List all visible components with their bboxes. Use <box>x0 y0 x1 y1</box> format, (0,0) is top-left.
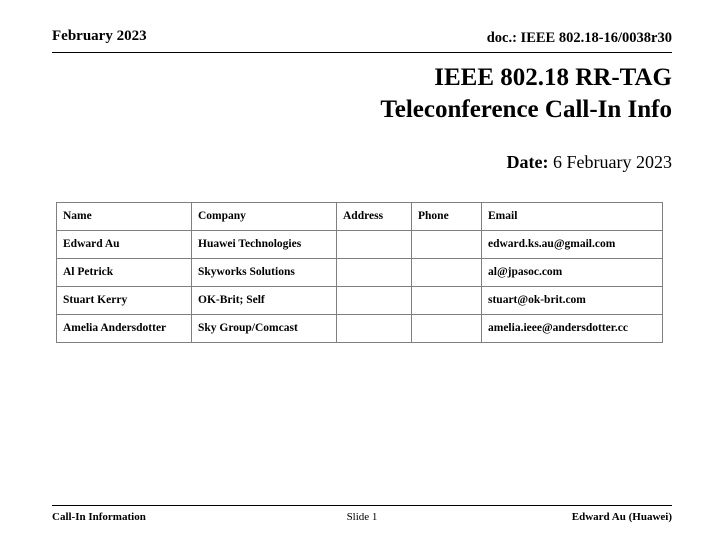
column-header-company: Company <box>192 203 337 231</box>
cell-name: Edward Au <box>57 231 192 259</box>
slide-header <box>52 28 672 54</box>
date-value: 6 February 2023 <box>553 152 672 172</box>
cell-address <box>337 231 412 259</box>
call-in-table-wrapper <box>56 202 664 343</box>
cell-company: Huawei Technologies <box>192 231 337 259</box>
table-row <box>57 259 663 287</box>
header-divider <box>52 52 672 53</box>
cell-company: OK-Brit; Self <box>192 287 337 315</box>
date-label: Date: <box>506 152 549 172</box>
cell-address <box>337 315 412 343</box>
cell-email: stuart@ok-brit.com <box>482 287 663 315</box>
table-row <box>57 315 663 343</box>
page-title-line2: Teleconference Call-In Info <box>380 96 672 123</box>
cell-company: Skyworks Solutions <box>192 259 337 287</box>
call-in-table <box>56 202 663 343</box>
cell-company: Sky Group/Comcast <box>192 315 337 343</box>
cell-phone <box>412 315 482 343</box>
footer-author: Edward Au (Huawei) <box>571 511 672 523</box>
header-doc-id: doc.: IEEE 802.18-16/0038r30 <box>486 30 672 46</box>
cell-email: edward.ks.au@gmail.com <box>482 231 663 259</box>
cell-name: Stuart Kerry <box>57 287 192 315</box>
table-row <box>57 231 663 259</box>
cell-phone <box>412 287 482 315</box>
page-title <box>52 62 672 126</box>
cell-email: al@jpasoc.com <box>482 259 663 287</box>
table-row <box>57 287 663 315</box>
column-header-phone: Phone <box>412 203 482 231</box>
column-header-email: Email <box>482 203 663 231</box>
page-title-line1: IEEE 802.18 RR-TAG <box>434 64 672 91</box>
column-header-name: Name <box>57 203 192 231</box>
cell-name: Amelia Andersdotter <box>57 315 192 343</box>
cell-phone <box>412 231 482 259</box>
cell-phone <box>412 259 482 287</box>
header-month-year: February 2023 <box>52 28 147 44</box>
slide-footer <box>52 511 672 527</box>
footer-slide-number: Slide 1 <box>346 511 378 523</box>
table-header-row <box>57 203 663 231</box>
footer-section-label: Call-In Information <box>52 511 146 523</box>
footer-divider <box>52 505 672 506</box>
cell-address <box>337 287 412 315</box>
date-line <box>52 152 672 173</box>
cell-name: Al Petrick <box>57 259 192 287</box>
cell-address <box>337 259 412 287</box>
column-header-address: Address <box>337 203 412 231</box>
cell-email: amelia.ieee@andersdotter.cc <box>482 315 663 343</box>
